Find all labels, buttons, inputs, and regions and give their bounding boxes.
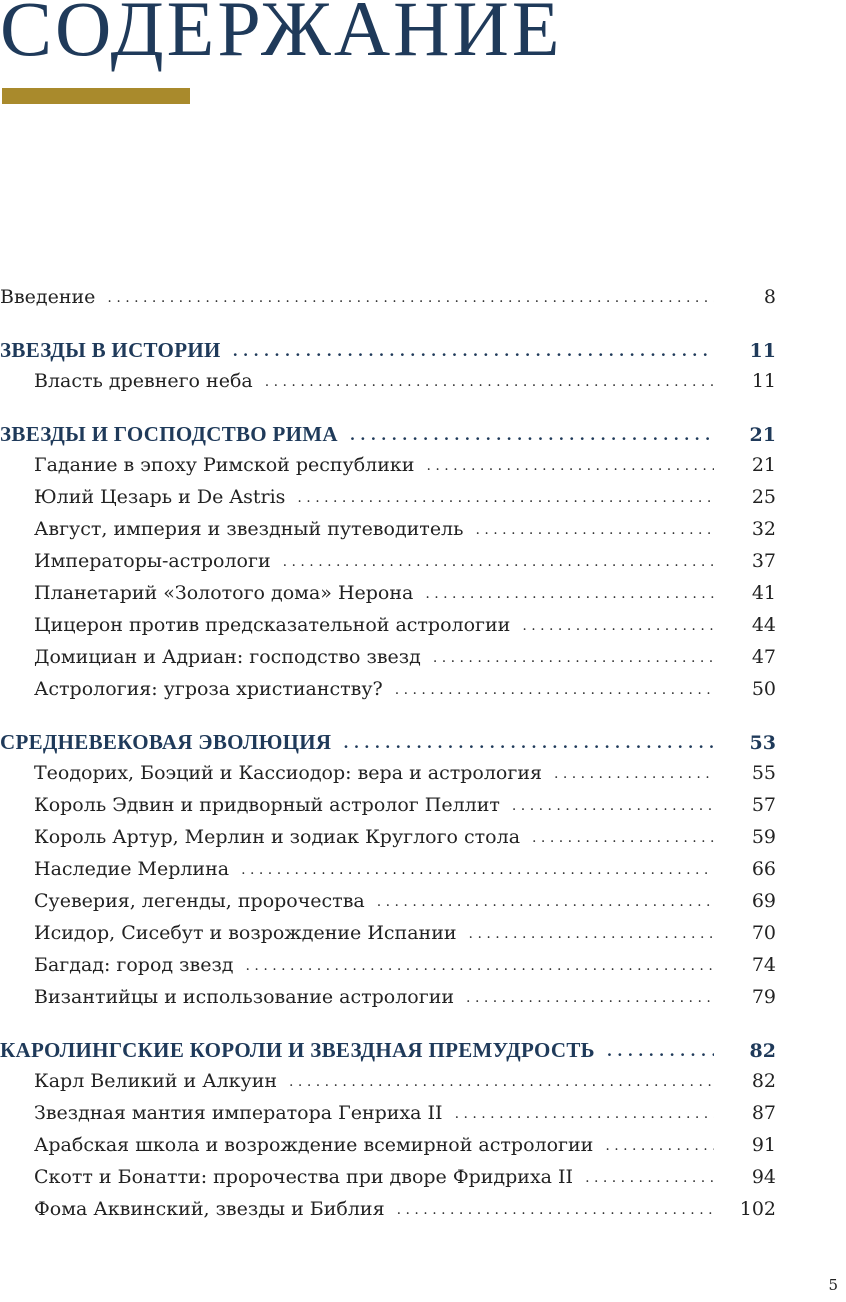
- toc-page-number: 74: [751, 954, 776, 976]
- toc-label: Императоры-астрологи: [34, 550, 271, 572]
- dot-leader: [469, 926, 714, 942]
- toc-page-number: 70: [751, 922, 776, 944]
- toc-page-number: 41: [751, 582, 776, 604]
- dot-leader: [426, 458, 714, 474]
- toc-chapter: [0, 422, 776, 458]
- title-accent-rule: [2, 88, 190, 104]
- toc-label: Домициан и Адриан: господство звезд: [34, 646, 421, 668]
- toc-label: Звездная мантия императора Генриха II: [34, 1102, 443, 1124]
- dot-leader: [283, 554, 714, 570]
- toc-entry: [0, 890, 776, 926]
- toc-chapter: [0, 338, 776, 374]
- toc-label: Планетарий «Золотого дома» Нерона: [34, 582, 414, 604]
- toc-label: Король Эдвин и придворный астролог Пеллит: [34, 794, 500, 816]
- toc-entry: [0, 794, 776, 830]
- toc-label: Исидор, Сисебут и возрождение Испании: [34, 922, 457, 944]
- dot-leader: [554, 766, 714, 782]
- dot-leader: [475, 522, 714, 538]
- dot-leader: [377, 894, 714, 910]
- toc-label: Король Артур, Мерлин и зодиак Круглого стола: [34, 826, 521, 848]
- toc-page-number: 66: [751, 858, 776, 880]
- toc-page-number: 32: [751, 518, 776, 540]
- toc-entry: [0, 762, 776, 798]
- toc-page-number: 21: [751, 454, 776, 476]
- dot-leader: [395, 682, 714, 698]
- toc-label: КАРОЛИНГСКИЕ КОРОЛИ И ЗВЕЗДНАЯ ПРЕМУДРОСТЬ: [0, 1038, 595, 1062]
- toc-label: Гадание в эпоху Римской республики: [34, 454, 415, 476]
- toc-label: Введение: [0, 286, 96, 308]
- toc-label: Август, империя и звездный путеводитель: [34, 518, 464, 540]
- toc-entry: [0, 454, 776, 490]
- toc-page-number: 82: [751, 1070, 776, 1092]
- toc-page-number: 82: [749, 1040, 776, 1062]
- toc-entry: [0, 858, 776, 894]
- toc-entry: [0, 1134, 776, 1170]
- dot-leader: [107, 290, 714, 306]
- dot-leader: [605, 1138, 714, 1154]
- toc-entry: [0, 1070, 776, 1106]
- toc-page-number: 55: [751, 762, 776, 784]
- dot-leader: [289, 1074, 714, 1090]
- toc-entry: [0, 614, 776, 650]
- dot-leader: [397, 1202, 714, 1218]
- toc-label: Суеверия, легенды, пророчества: [34, 890, 365, 912]
- toc-page-number: 8: [763, 286, 776, 308]
- toc-page-number: 102: [739, 1198, 776, 1220]
- toc-entry: [0, 550, 776, 586]
- toc-label: ЗВЕЗДЫ В ИСТОРИИ: [0, 338, 221, 362]
- toc-page-number: 47: [751, 646, 776, 668]
- toc-entry: [0, 954, 776, 990]
- toc-page-number: 21: [749, 424, 776, 446]
- toc-entry: [0, 678, 776, 714]
- toc-label: Юлий Цезарь и De Astris: [34, 486, 286, 508]
- dot-leader: [233, 342, 714, 360]
- toc-label: Теодорих, Боэций и Кассиодор: вера и астрология: [34, 762, 542, 784]
- page-title: СОДЕРЖАНИЕ: [0, 0, 563, 72]
- dot-leader: [265, 374, 714, 390]
- dot-leader: [512, 798, 714, 814]
- toc-label: Карл Великий и Алкуин: [34, 1070, 278, 1092]
- dot-leader: [241, 862, 714, 878]
- toc-page-number: 44: [751, 614, 776, 636]
- toc-page-number: 59: [751, 826, 776, 848]
- toc-entry: [0, 826, 776, 862]
- toc-entry: [0, 486, 776, 522]
- dot-leader: [433, 650, 714, 666]
- dot-leader: [466, 990, 714, 1006]
- page-number: 5: [828, 1276, 838, 1294]
- toc-label: Фома Аквинский, звезды и Библия: [34, 1198, 385, 1220]
- toc-entry: [0, 1166, 776, 1202]
- toc-page-number: 50: [751, 678, 776, 700]
- toc-page-number: 57: [751, 794, 776, 816]
- toc-entry: [0, 370, 776, 406]
- toc-page-number: 69: [751, 890, 776, 912]
- dot-leader: [455, 1106, 714, 1122]
- toc-label: Скотт и Бонатти: пророчества при дворе Фридриха II: [34, 1166, 574, 1188]
- toc-entry: [0, 582, 776, 618]
- toc-label: Наследие Мерлина: [34, 858, 230, 880]
- toc-page-number: 94: [751, 1166, 776, 1188]
- toc-page-number: 91: [751, 1134, 776, 1156]
- toc-page-number: 25: [751, 486, 776, 508]
- toc-label: Багдад: город звезд: [34, 954, 234, 976]
- dot-leader: [343, 734, 714, 752]
- toc-page-number: 11: [749, 340, 776, 362]
- toc-label: Византийцы и использование астрологии: [34, 986, 455, 1008]
- toc-label: Астрология: угроза христианству?: [34, 678, 383, 700]
- toc-page-number: 53: [749, 732, 776, 754]
- toc-entry: [0, 986, 776, 1022]
- toc-chapter: [0, 730, 776, 766]
- toc-label: Арабская школа и возрождение всемирной астрологии: [34, 1134, 594, 1156]
- toc-page-number: 87: [751, 1102, 776, 1124]
- toc-label: СРЕДНЕВЕКОВАЯ ЭВОЛЮЦИЯ: [0, 730, 332, 754]
- toc-entry: [0, 1198, 776, 1234]
- dot-leader: [350, 426, 714, 444]
- toc-label: ЗВЕЗДЫ И ГОСПОДСТВО РИМА: [0, 422, 338, 446]
- dot-leader: [297, 490, 714, 506]
- toc-page-number: 37: [751, 550, 776, 572]
- toc-entry: [0, 286, 776, 322]
- dot-leader: [607, 1042, 714, 1060]
- toc-page-number: 79: [751, 986, 776, 1008]
- dot-leader: [246, 958, 714, 974]
- toc-entry: [0, 518, 776, 554]
- toc-chapter: [0, 1038, 776, 1074]
- toc-entry: [0, 646, 776, 682]
- toc-label: Власть древнего неба: [34, 370, 253, 392]
- dot-leader: [585, 1170, 714, 1186]
- toc-entry: [0, 922, 776, 958]
- toc-label: Цицерон против предсказательной астрологии: [34, 614, 511, 636]
- dot-leader: [532, 830, 714, 846]
- dot-leader: [522, 618, 714, 634]
- toc-entry: [0, 1102, 776, 1138]
- toc-page-number: 11: [751, 370, 776, 392]
- dot-leader: [425, 586, 714, 602]
